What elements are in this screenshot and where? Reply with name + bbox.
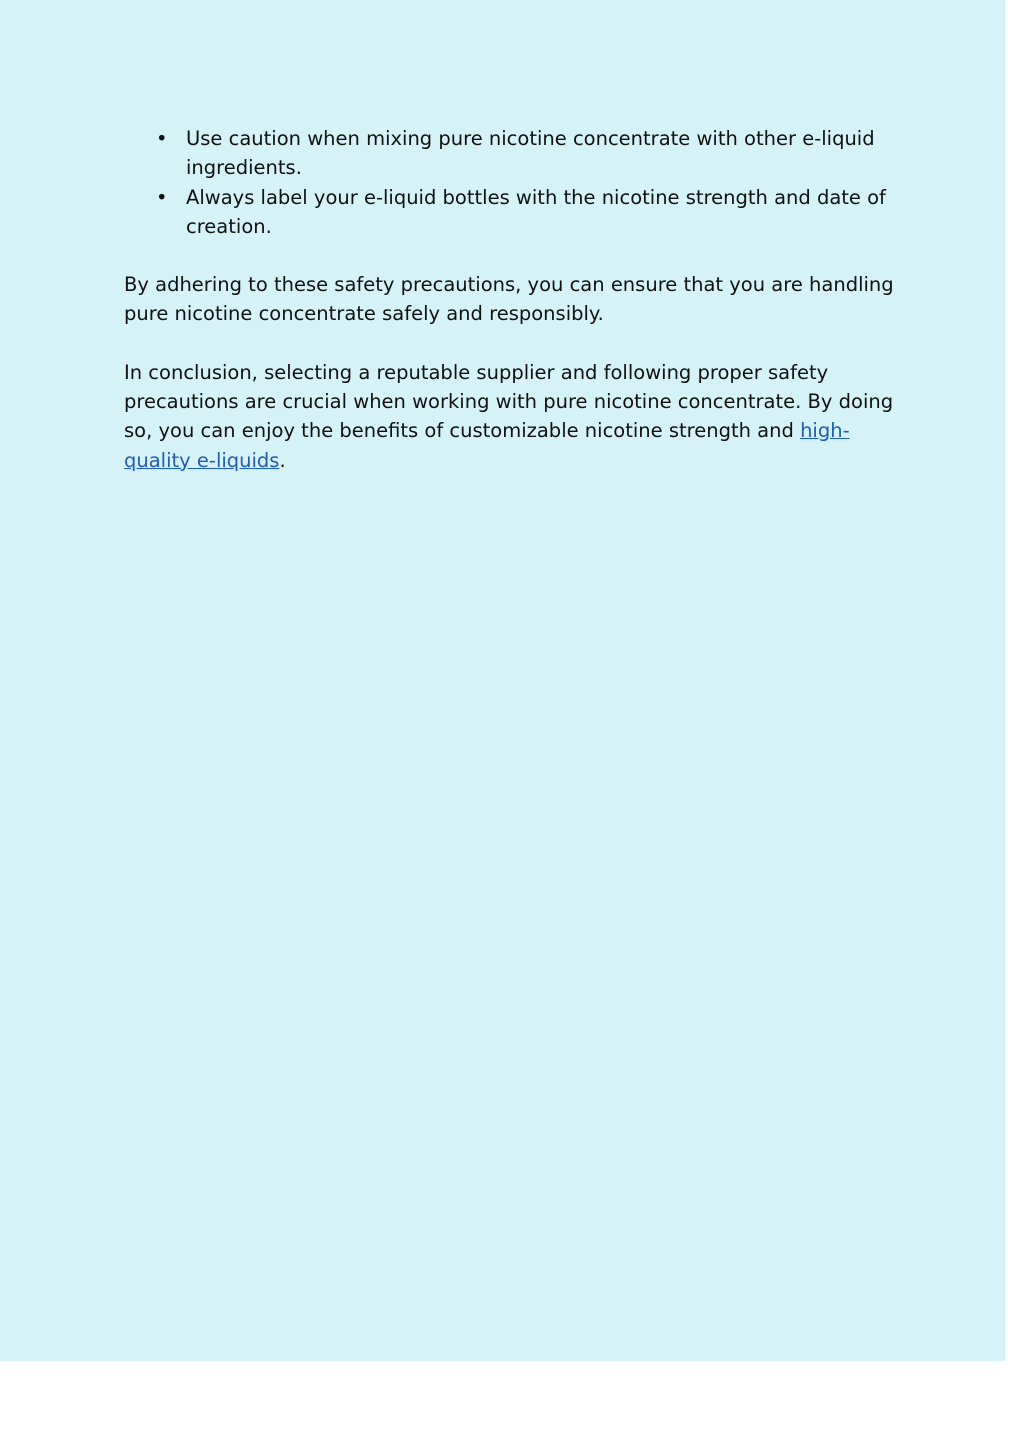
bullet-icon: • [156, 185, 168, 209]
document-body [124, 124, 904, 475]
conclusion-text: In conclusion, selecting a reputable supplier and following proper safety precautions are crucial when working with pure nicotine concentrate. By doing so, you can enjoy the benefits of customizable nicotine strength and [124, 360, 894, 443]
conclusion-period: . [279, 448, 286, 472]
high-quality-e-liquids-link[interactable]: high-quality e-liquids [124, 419, 850, 472]
bullet-text: Use caution when mixing pure nicotine concentrate with other e-liquid ingredients. [186, 127, 875, 180]
bullet-icon: • [156, 127, 168, 150]
bullet-text: Always label your e-liquid bottles with the nicotine strength and date of creation. [186, 185, 886, 238]
bullet-item [124, 183, 904, 242]
paragraph-safety: By adhering to these safety precautions, you can ensure that you are handling pure nicotine concentrate safely and responsibly. [124, 273, 894, 326]
paragraph-conclusion [124, 358, 904, 475]
bullet-list [124, 124, 904, 241]
bullet-item [124, 124, 904, 183]
